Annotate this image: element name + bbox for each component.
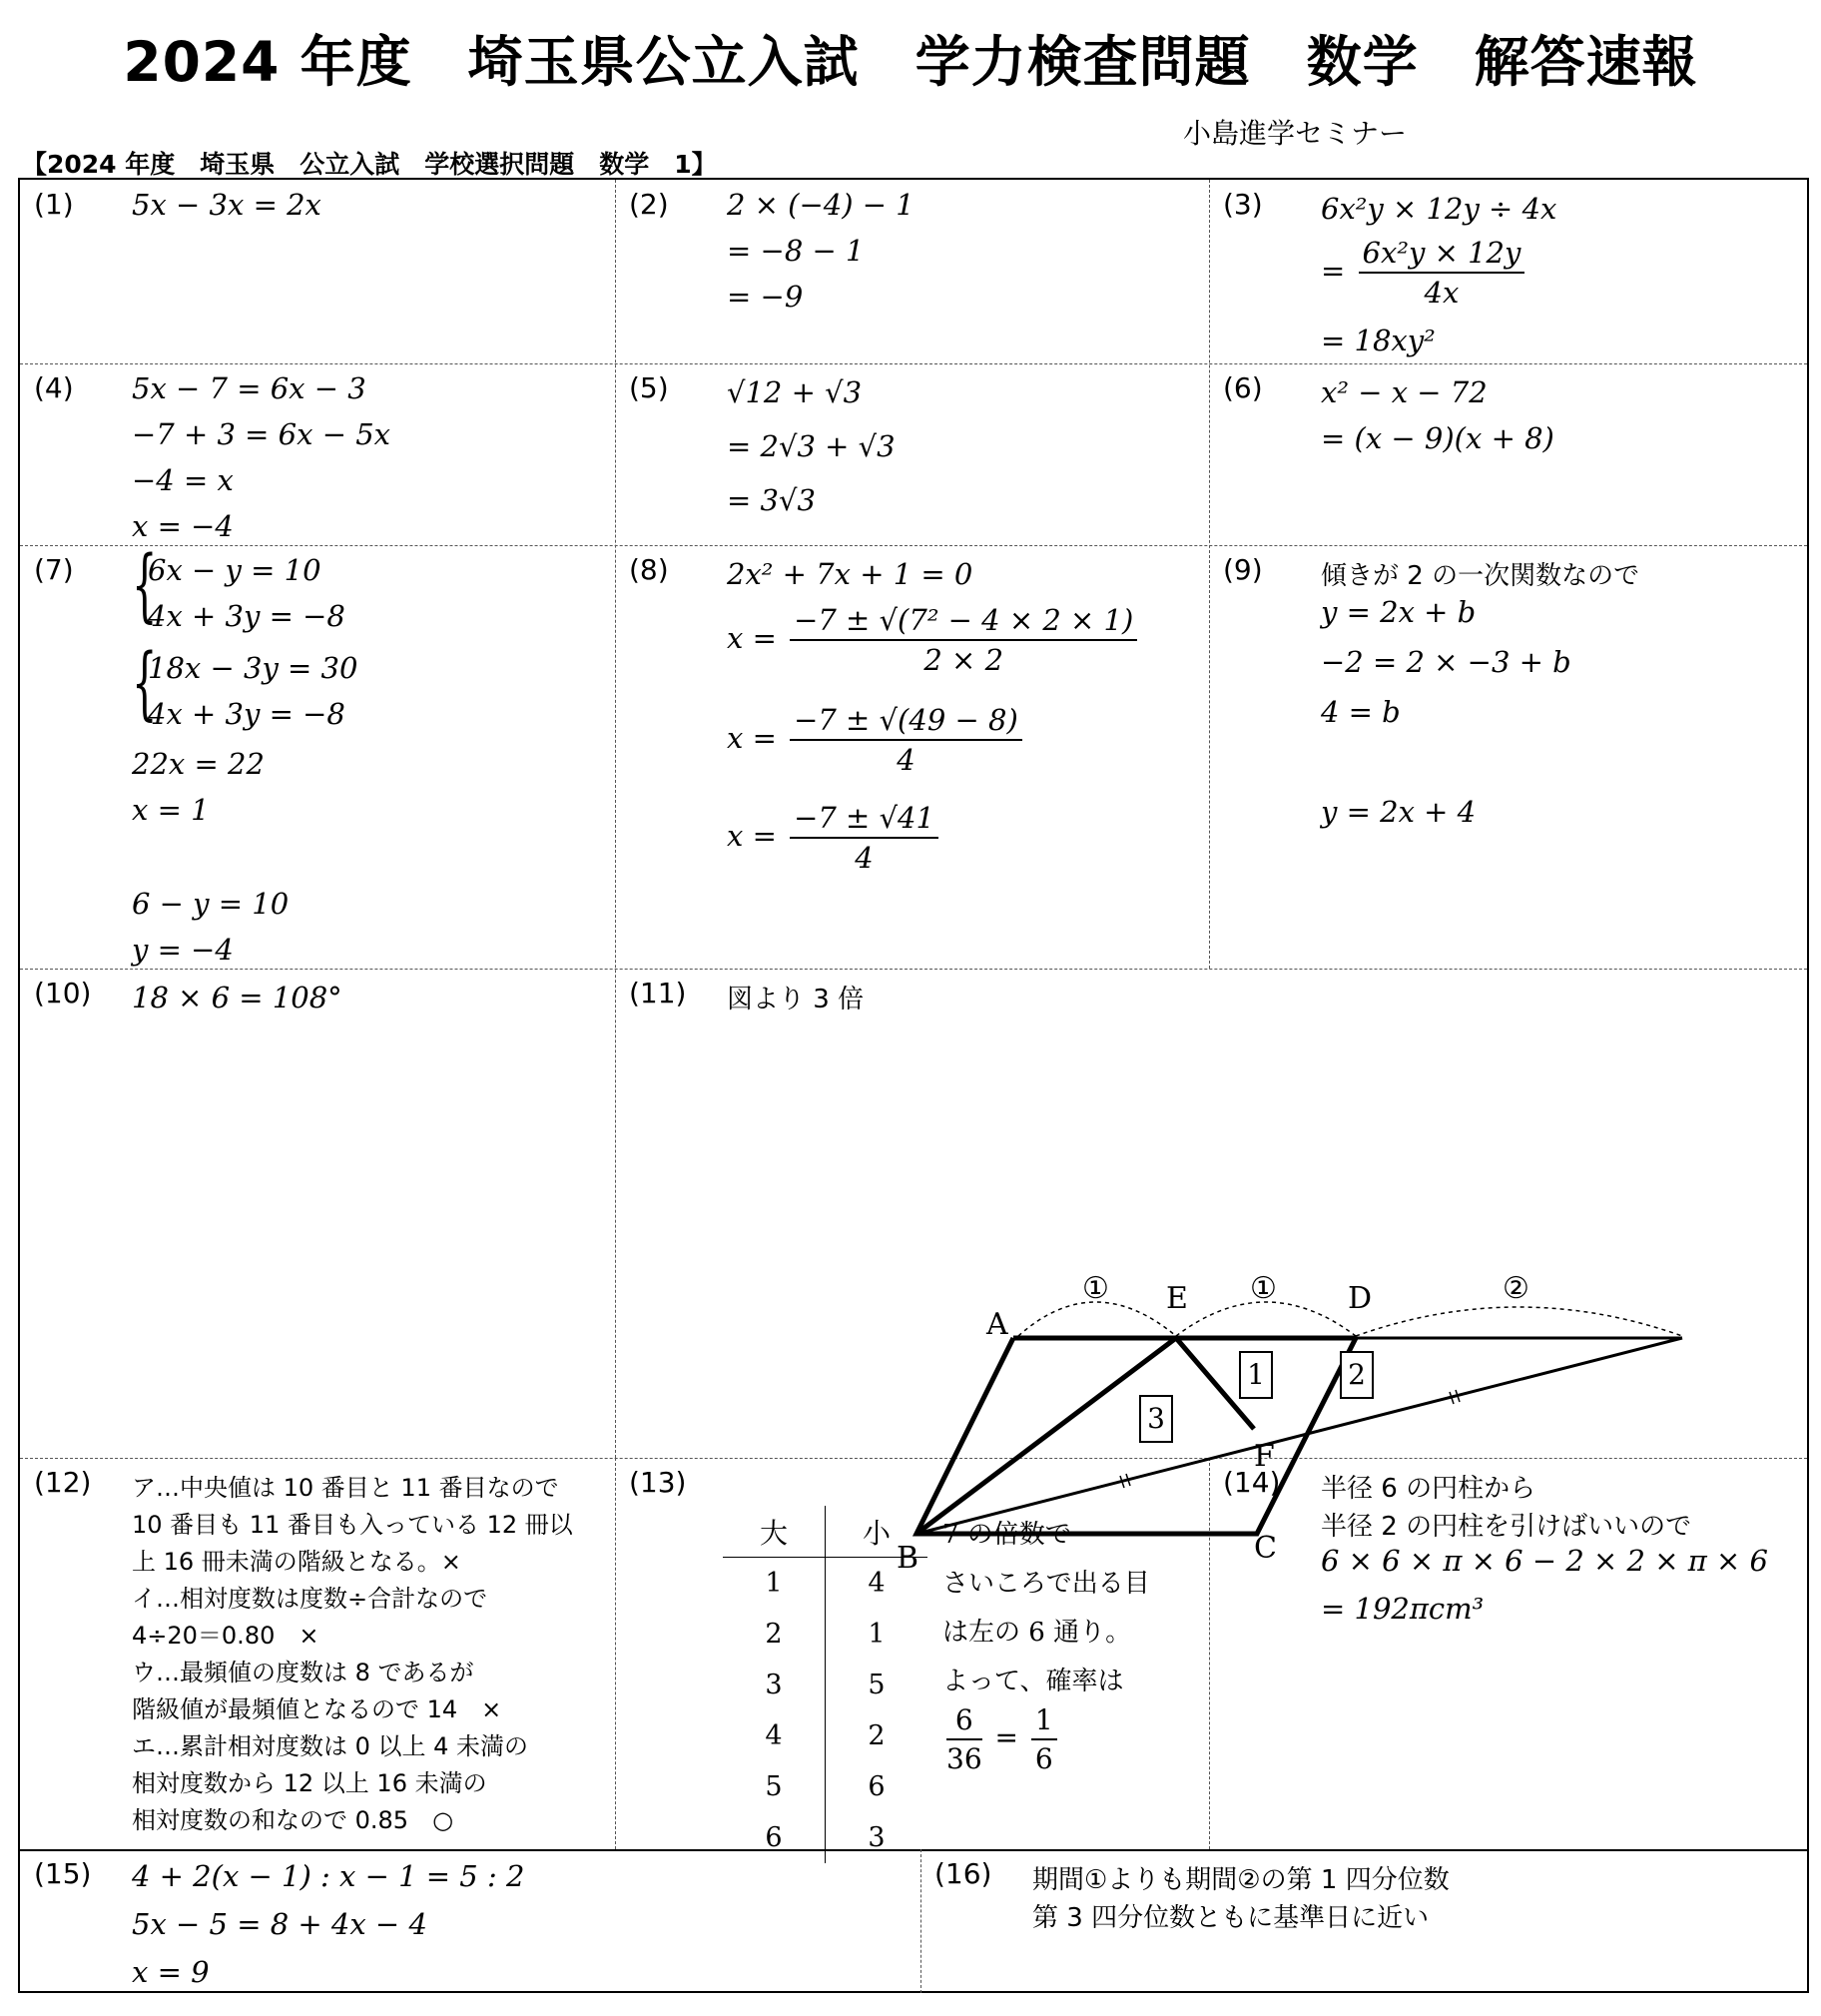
explanation-line: 相対度数から 12 以上 16 未満の (132, 1769, 487, 1797)
table-cell: 3 (723, 1660, 826, 1710)
column-header-large-die: 大 (723, 1506, 826, 1558)
explanation-line: イ…相対度数は度数÷合計なので (132, 1585, 488, 1613)
solution-line: −4 = x (132, 463, 234, 497)
table-row (723, 1761, 927, 1812)
point-b-label: B (897, 1541, 919, 1576)
fraction-denominator: 6 (1034, 1742, 1053, 1775)
system-equation: 4x + 3y = −8 (148, 599, 345, 633)
fraction (1031, 1703, 1057, 1775)
explanation-line: 相対度数の和なので 0.85 ○ (132, 1806, 454, 1834)
fraction-denominator: 4 (897, 743, 915, 777)
problem-number: (5) (629, 371, 669, 404)
explanation-line: は左の 6 通り。 (942, 1618, 1132, 1648)
system-equation: 4x + 3y = −8 (148, 697, 345, 731)
problem-number: (4) (34, 371, 74, 404)
fraction-numerator: 6 (946, 1703, 982, 1740)
explanation-line: 半径 2 の円柱を引けばいいので (1321, 1512, 1692, 1542)
page-title: 2024 年度 埼玉県公立入試 学力検査問題 数学 解答速報 (123, 30, 1698, 94)
dice-outcomes-table (723, 1506, 927, 1863)
problem-number: (3) (1223, 188, 1263, 221)
section-subtitle: 【2024 年度 埼玉県 公立入試 学校選択問題 数学 1】 (22, 150, 717, 179)
solution-line: = 192πcm³ (1321, 1592, 1485, 1626)
problem-number: (8) (629, 553, 669, 586)
x-equals: x = (727, 621, 777, 655)
fraction-denominator: 2 × 2 (923, 643, 1004, 677)
solution-line: x = 1 (132, 793, 210, 827)
area-label-1: 1 (1239, 1351, 1273, 1399)
fraction-denominator: 4 (855, 841, 874, 875)
explanation-line: 4÷20＝0.80 × (132, 1622, 319, 1650)
equals-sign: = (1321, 254, 1346, 288)
table-header-row (723, 1506, 927, 1558)
fraction-numerator: −7 ± √41 (790, 801, 938, 839)
solution-line: y = 2x + b (1321, 595, 1477, 629)
point-c-label: C (1254, 1531, 1277, 1566)
column-header-small-die: 小 (826, 1506, 928, 1558)
area-label-2: 2 (1340, 1351, 1374, 1399)
solution-line: √12 + √3 (727, 375, 863, 409)
explanation-line: エ…累計相対度数は 0 以上 4 未満の (132, 1732, 529, 1760)
explanation-line: 半径 6 の円柱から (1321, 1474, 1536, 1504)
x-equals: x = (727, 721, 777, 755)
publisher-name: 小島進学セミナー (1183, 117, 1408, 150)
solution-line: 4 + 2(x − 1) : x − 1 = 5 : 2 (132, 1859, 525, 1893)
problem-number: (13) (629, 1466, 687, 1499)
explanation-line: 期間①よりも期間②の第 1 四分位数 (1032, 1865, 1450, 1895)
problem-number: (11) (629, 977, 687, 1009)
solution-line: 4 = b (1321, 695, 1401, 729)
explanation-text: 傾きが 2 の一次関数なので (1321, 561, 1640, 591)
answer-sheet (18, 178, 1809, 1993)
fraction-numerator: −7 ± √(7² − 4 × 2 × 1) (790, 603, 1137, 641)
ratio-label: ① (1082, 1271, 1109, 1306)
explanation-line: ウ…最頻値の度数は 8 であるが (132, 1659, 474, 1686)
solution-line: 5x − 5 = 8 + 4x − 4 (132, 1907, 427, 1941)
ratio-arc (1356, 1307, 1682, 1336)
brace-icon: { (132, 538, 158, 631)
problem-number: (14) (1223, 1466, 1281, 1499)
problem-number: (7) (34, 553, 74, 586)
problem-number: (2) (629, 188, 669, 221)
solution-line: = −9 (727, 280, 804, 314)
fraction-numerator: 1 (1031, 1703, 1057, 1740)
ratio-arc (1018, 1302, 1176, 1336)
fraction-numerator: −7 ± √(49 − 8) (790, 703, 1022, 741)
solution-line: = 3√3 (727, 483, 816, 517)
ratio-arc (1176, 1302, 1356, 1336)
table-cell: 4 (723, 1710, 826, 1761)
point-a-label: A (986, 1307, 1008, 1342)
problem-7 (20, 538, 615, 969)
table-cell: 1 (723, 1558, 826, 1610)
point-f-label: F (1254, 1439, 1275, 1474)
explanation-line: 階級値が最頻値となるので 14 × (132, 1695, 502, 1723)
solution-line: x = 9 (132, 1955, 210, 1989)
explanation-line: 上 16 冊未満の階級となる。× (132, 1548, 461, 1576)
x-equals: x = (727, 819, 777, 853)
solution-line: 6 × 6 × π × 6 − 2 × 2 × π × 6 (1321, 1544, 1768, 1578)
solution-line: x = −4 (132, 509, 234, 543)
solution-line: = (x − 9)(x + 8) (1321, 421, 1554, 455)
problem-16 (920, 1849, 1807, 1993)
problem-number: (10) (34, 977, 92, 1009)
solution-line: 2x² + 7x + 1 = 0 (727, 557, 973, 591)
system-equation: 6x − y = 10 (148, 553, 321, 587)
area-label-3: 3 (1139, 1395, 1173, 1443)
solution-line: −2 = 2 × −3 + b (1321, 645, 1571, 679)
fraction (790, 603, 1137, 677)
ratio-label: ① (1250, 1271, 1277, 1306)
problem-number: (16) (934, 1857, 992, 1890)
solution-line: 6 − y = 10 (132, 887, 290, 921)
problem-3 (1209, 180, 1807, 363)
problem-10 (20, 969, 615, 1458)
point-d-label: D (1348, 1281, 1373, 1316)
system-equation: 18x − 3y = 30 (148, 651, 358, 685)
problem-4 (20, 363, 615, 545)
ratio-label: ② (1503, 1271, 1529, 1306)
fraction (790, 703, 1022, 777)
solution-line: = 18xy² (1321, 324, 1436, 357)
solution-line: 18 × 6 = 108° (132, 981, 342, 1014)
explanation-line: 10 番目も 11 番目も入っている 12 冊以 (132, 1511, 573, 1539)
explanation-line: よって、確率は (942, 1667, 1124, 1696)
solution-line: 6x²y × 12y ÷ 4x (1321, 192, 1557, 226)
table-cell: 4 (868, 1568, 886, 1599)
problem-2 (615, 180, 1209, 363)
problem-15 (20, 1849, 920, 1993)
solution-line: = −8 − 1 (727, 234, 865, 268)
table-cell: 5 (868, 1670, 886, 1700)
solution-line: y = 2x + 4 (1321, 795, 1477, 829)
fraction (790, 801, 938, 875)
brace-icon: { (132, 636, 158, 729)
solution-line: 22x = 22 (132, 747, 265, 781)
table-cell: 2 (723, 1609, 826, 1660)
problem-14 (1209, 1458, 1807, 1849)
fraction-denominator: 4x (1424, 276, 1460, 310)
table-cell: 1 (868, 1619, 886, 1650)
point-e-label: E (1166, 1281, 1188, 1316)
problem-12 (20, 1458, 615, 1849)
table-row (723, 1660, 927, 1710)
solution-line: 5x − 3x = 2x (132, 188, 321, 222)
solution-line: 5x − 7 = 6x − 3 (132, 371, 366, 405)
fraction-denominator: 36 (946, 1742, 982, 1775)
table-cell: 5 (723, 1761, 826, 1812)
explanation-line: さいころで出る目 (942, 1569, 1150, 1599)
problem-1 (20, 180, 615, 363)
quadratic-formula-line (727, 603, 1141, 677)
solution-line: x² − x − 72 (1321, 375, 1488, 409)
problem-8 (615, 545, 1209, 969)
problem-9 (1209, 545, 1807, 969)
table-cell: 3 (868, 1822, 886, 1853)
explanation-line: 7 の倍数で (942, 1520, 1071, 1550)
problem-13 (615, 1458, 1209, 1853)
table-cell: 2 (868, 1720, 886, 1751)
equals-sign: = (994, 1720, 1019, 1754)
table-row (723, 1558, 927, 1610)
problem-number: (6) (1223, 371, 1263, 404)
solution-line: 2 × (−4) − 1 (727, 188, 914, 222)
table-row (723, 1710, 927, 1761)
solution-line: = 2√3 + √3 (727, 429, 896, 463)
table-row (723, 1609, 927, 1660)
probability-answer (942, 1703, 1061, 1775)
problem-number: (15) (34, 1857, 92, 1890)
problem-number: (1) (34, 188, 74, 221)
solution-line: −7 + 3 = 6x − 5x (132, 417, 391, 451)
solution-fraction-line (1321, 236, 1528, 310)
quadratic-formula-line (727, 801, 942, 875)
problem-6 (1209, 363, 1807, 545)
problem-number: (9) (1223, 553, 1263, 586)
explanation-line: ア…中央値は 10 番目と 11 番目なので (132, 1474, 559, 1502)
table-cell: 6 (723, 1812, 826, 1863)
quadratic-formula-line (727, 703, 1026, 777)
fraction (1359, 236, 1525, 310)
table-cell: 6 (868, 1771, 886, 1802)
explanation-text: 図より 3 倍 (727, 985, 865, 1014)
solution-line: y = −4 (132, 933, 234, 967)
problem-number: (12) (34, 1466, 92, 1499)
explanation-line: 第 3 四分位数ともに基準日に近い (1032, 1903, 1430, 1933)
fraction (946, 1703, 982, 1775)
fraction-numerator: 6x²y × 12y (1359, 236, 1525, 274)
problem-5 (615, 363, 1209, 545)
